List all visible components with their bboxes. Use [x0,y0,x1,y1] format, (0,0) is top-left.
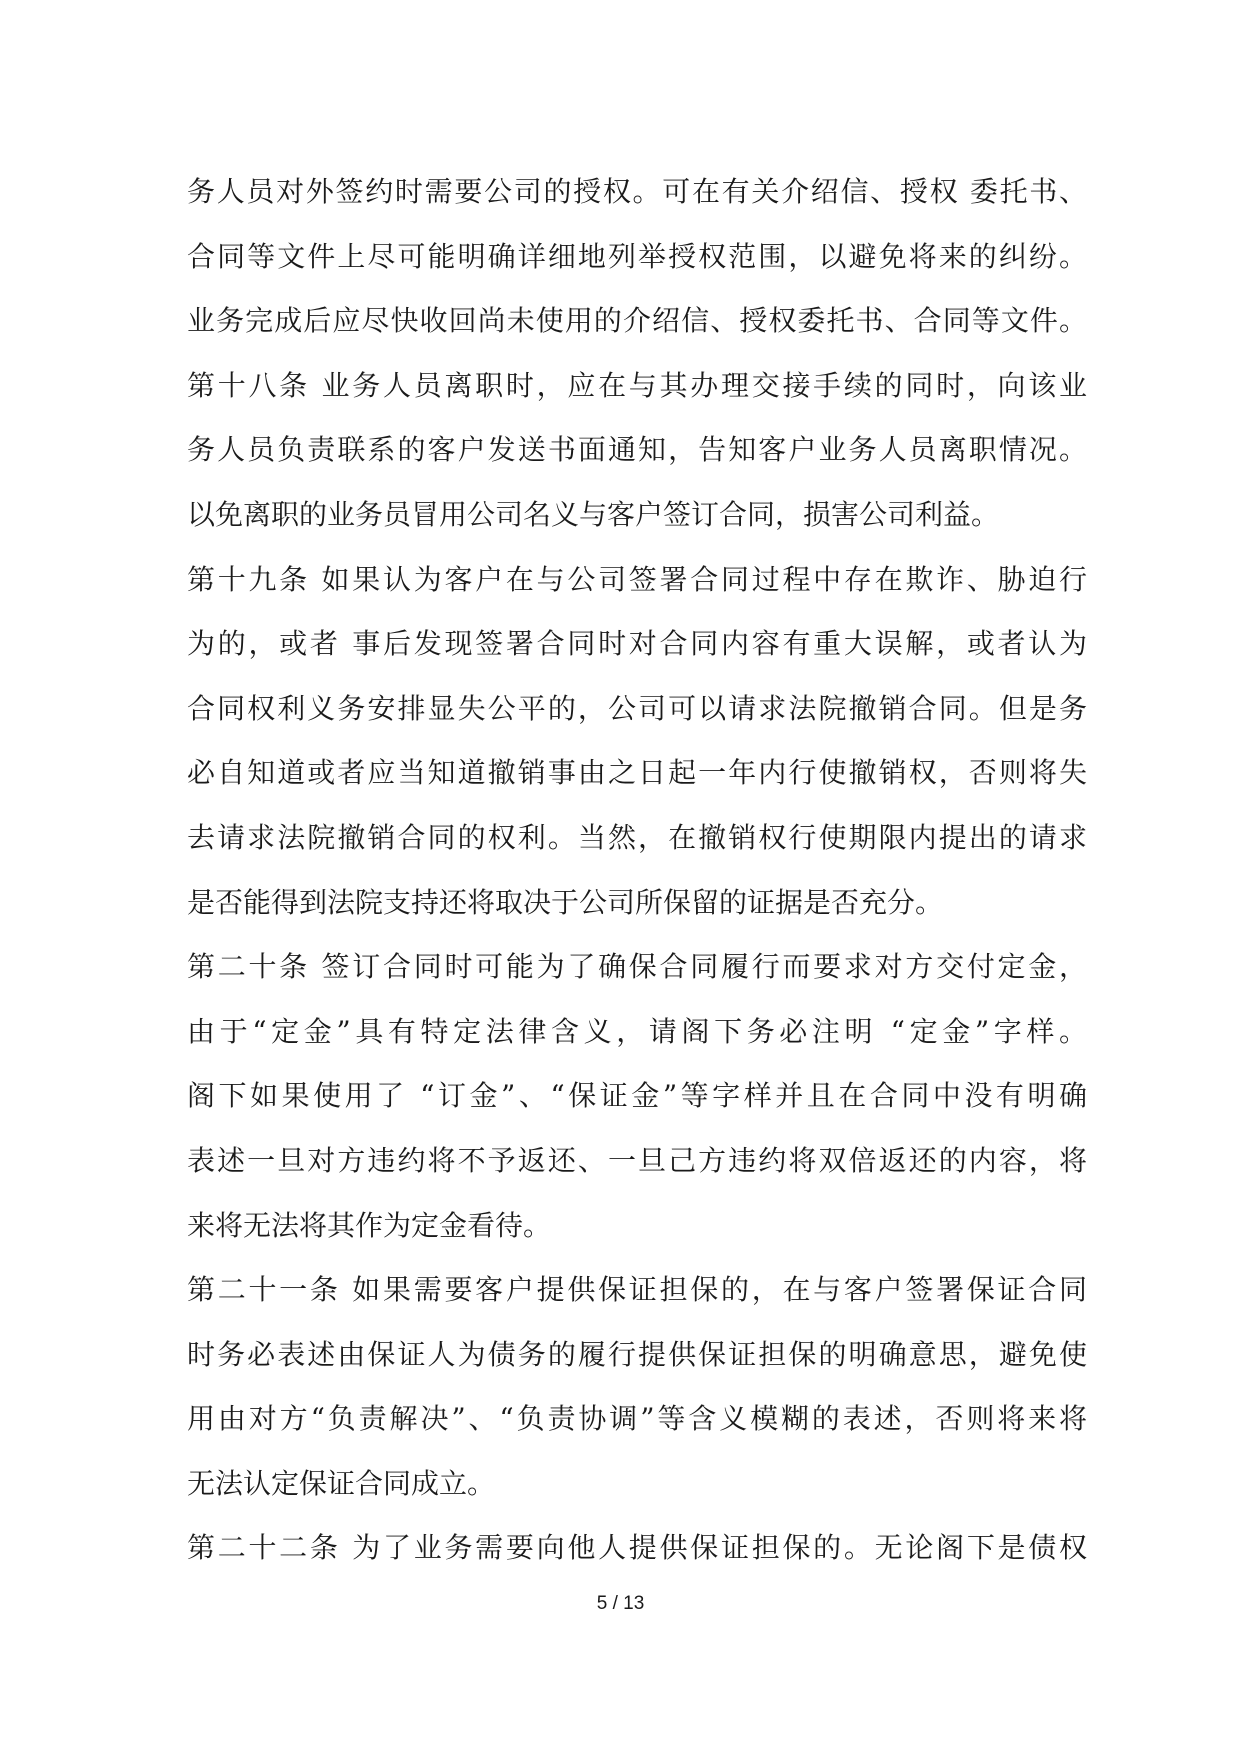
text-line: 以免离职的业务员冒用公司名义与客户签订合同，损害公司利益。 [187,497,1000,531]
text-line: 第十八条 业务人员离职时，应在与其办理交接手续的同时，向该业 [187,368,1087,402]
text-line: 务人员负责联系的客户发送书面通知，告知客户业务人员离职情况。 [187,433,1087,467]
text-line: 无法认定保证合同成立。 [187,1466,496,1500]
text-line: 第二十一条 如果需要客户提供保证担保的，在与客户签署保证合同 [187,1273,1087,1307]
text-line: 合同等文件上尽可能明确详细地列举授权范围，以避免将来的纠纷。 [187,239,1087,273]
text-line: 去请求法院撤销合同的权利。当然，在撤销权行使期限内提出的请求 [187,820,1087,854]
text-line: 来将无法将其作为定金看待。 [187,1208,552,1242]
text-line: 由于“定金”具有特定法律含义，请阁下务必注明 “定金”字样。 [187,1014,1087,1048]
text-line: 第二十二条 为了业务需要向他人提供保证担保的。无论阁下是债权 [187,1531,1087,1565]
document-body [187,160,1087,1581]
text-line: 是否能得到法院支持还将取决于公司所保留的证据是否充分。 [187,885,944,919]
text-line: 业务完成后应尽快收回尚未使用的介绍信、授权委托书、合同等文件。 [187,304,1087,338]
text-line: 第十九条 如果认为客户在与公司签署合同过程中存在欺诈、胁迫行 [187,562,1087,596]
text-line: 阁下如果使用了 “订金”、“保证金”等字样并且在合同中没有明确 [187,1079,1087,1113]
text-line: 为的，或者 事后发现签署合同时对合同内容有重大误解，或者认为 [187,627,1087,661]
text-line: 合同权利义务安排显失公平的，公司可以请求法院撤销合同。但是务 [187,691,1087,725]
text-line: 用由对方“负责解决”、“负责协调”等含义模糊的表述，否则将来将 [187,1402,1087,1436]
text-line: 第二十条 签订合同时可能为了确保合同履行而要求对方交付定金， [187,950,1087,984]
text-line: 务人员对外签约时需要公司的授权。可在有关介绍信、授权 委托书、 [187,175,1087,208]
text-line: 必自知道或者应当知道撤销事由之日起一年内行使撤销权，否则将失 [187,756,1087,790]
text-line: 时务必表述由保证人为债务的履行提供保证担保的明确意思，避免使 [187,1337,1087,1371]
page-number: 5 / 13 [596,1593,645,1614]
text-line: 表述一旦对方违约将不予返还、一旦己方违约将双倍返还的内容，将 [187,1143,1087,1177]
